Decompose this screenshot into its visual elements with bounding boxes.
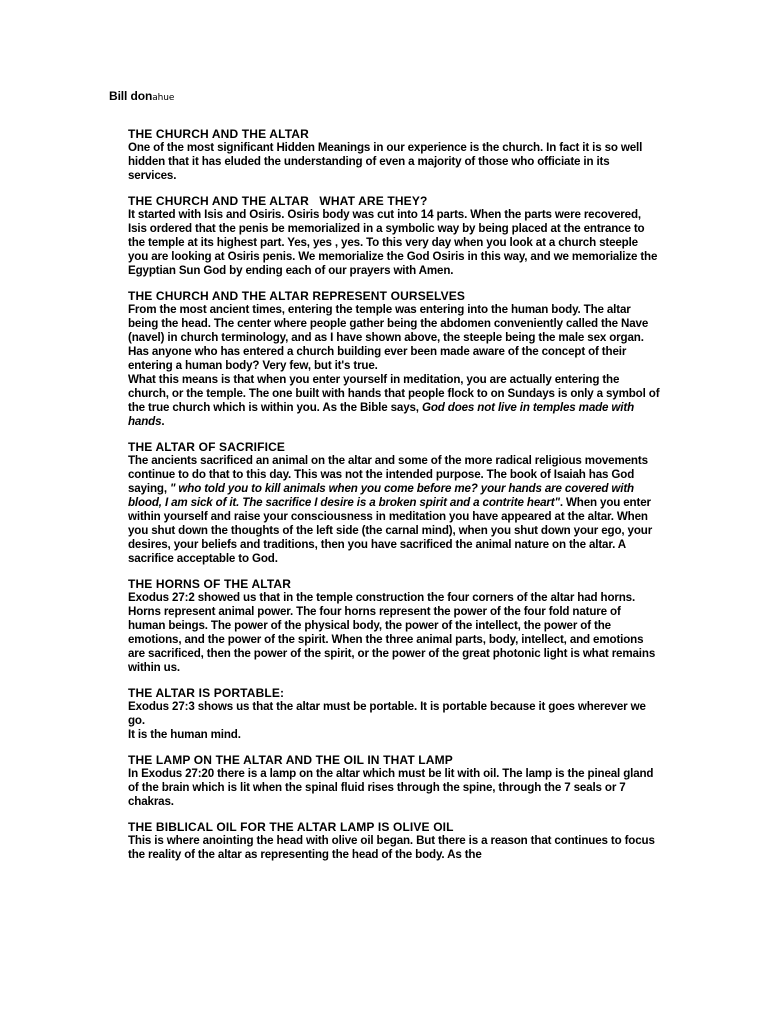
paragraph-text: It is the human mind. xyxy=(128,728,241,741)
section-paragraph xyxy=(128,454,660,566)
author-line xyxy=(109,89,174,103)
section-heading: THE CHURCH AND THE ALTAR REPRESENT OURSELVES xyxy=(128,289,466,303)
article-section xyxy=(128,127,660,183)
paragraph-text: . xyxy=(161,415,165,428)
section-heading: THE CHURCH AND THE ALTAR xyxy=(128,127,309,141)
section-paragraph xyxy=(128,700,660,728)
article-section xyxy=(128,753,660,809)
section-paragraph xyxy=(128,728,660,742)
article-section xyxy=(128,686,660,742)
section-heading: THE ALTAR OF SACRIFICE xyxy=(128,440,286,454)
author-name-tail: ahue xyxy=(152,93,175,103)
section-heading: THE HORNS OF THE ALTAR xyxy=(128,577,292,591)
section-paragraph xyxy=(128,373,660,429)
section-heading: THE LAMP ON THE ALTAR AND THE OIL IN THAT LAMP xyxy=(128,753,453,767)
paragraph-text: One of the most significant Hidden Meanings in our experience is the church. In fact it is so well hidden that it has eluded the understanding of even a majority of those who officiate in its services. xyxy=(128,141,643,182)
paragraph-text: What this means is that when you enter yourself in meditation, you are actually entering the church, or the temple. The one built with hands that people flock to on Sundays is only a symbol of the true church which is within you. As the Bible says, xyxy=(128,373,660,414)
paragraph-text: The ancients sacrificed an animal on the altar and some of the more radical religious movements continue to do that to this day. This was not the intended purpose. The book of Isaiah has God saying, xyxy=(128,454,648,495)
section-heading: THE CHURCH AND THE ALTAR WHAT ARE THEY? xyxy=(128,194,428,208)
paragraph-text: Exodus 27:2 showed us that in the temple construction the four corners of the altar had horns. Horns represent animal power. The four horns represent the power of the four fold nature of human beings. The power of the physical body, the power of the intellect, the power of the emotions, and the power of the spirit. When the three animal parts, body, intellect, and emotions are sacrificed, then the power of the spirit, or the power of the great photonic light is what remains within us. xyxy=(128,591,656,674)
article-section xyxy=(128,194,660,278)
author-name: Bill don xyxy=(109,89,153,103)
italic-quote: God does not live in temples made with hands xyxy=(128,401,635,428)
paragraph-text: It started with Isis and Osiris. Osiris body was cut into 14 parts. When the parts were recovered, Isis ordered that the penis be memorialized in a symbolic way by being placed at the entrance to the temple at its highest part. Yes, yes , yes. To this very day when you look at a church steeple you are looking at Osiris penis. We memorialize the God Osiris in this way, and we memorialize the Egyptian Sun God by ending each of our prayers with Amen. xyxy=(128,208,658,277)
article-section xyxy=(128,289,660,429)
article-body xyxy=(128,127,660,873)
section-paragraph xyxy=(128,767,660,809)
article-section xyxy=(128,820,660,862)
section-heading: THE ALTAR IS PORTABLE: xyxy=(128,686,285,700)
section-paragraph xyxy=(128,834,660,862)
section-paragraph xyxy=(128,303,660,373)
paragraph-text: . When you enter within yourself and raise your consciousness in meditation you have appeared at the altar. When you shut down the thoughts of the left side (the carnal mind), when you shut down your ego, your desires, your beliefs and traditions, then you have sacrificed the animal nature on the altar. A sacrifice acceptable to God. xyxy=(128,496,653,565)
article-section xyxy=(128,577,660,675)
section-heading: THE BIBLICAL OIL FOR THE ALTAR LAMP IS OLIVE OIL xyxy=(128,820,454,834)
section-paragraph xyxy=(128,208,660,278)
article-section xyxy=(128,440,660,566)
paragraph-text: From the most ancient times, entering the temple was entering into the human body. The altar being the head. The center where people gather being the abdomen conveniently called the Nave (navel) in church terminology, and as I have shown above, the steeple being the male sex organ. Has anyone who has entered a church building ever been made aware of the concept of their entering a human body? Very few, but it's true. xyxy=(128,303,649,372)
paragraph-text: Exodus 27:3 shows us that the altar must be portable. It is portable because it goes wherever we go. xyxy=(128,700,646,727)
section-paragraph xyxy=(128,141,660,183)
paragraph-text: In Exodus 27:20 there is a lamp on the altar which must be lit with oil. The lamp is the pineal gland of the brain which is lit when the spinal fluid rises through the spine, through the 7 seals or 7 chakras. xyxy=(128,767,654,808)
paragraph-text: This is where anointing the head with olive oil began. But there is a reason that continues to focus the reality of the altar as representing the head of the body. As the xyxy=(128,834,655,861)
section-paragraph xyxy=(128,591,660,675)
italic-quote: " who told you to kill animals when you come before me? your hands are covered with blood, I am sick of it. The sacrifice I desire is a broken spirit and a contrite heart" xyxy=(128,482,634,509)
